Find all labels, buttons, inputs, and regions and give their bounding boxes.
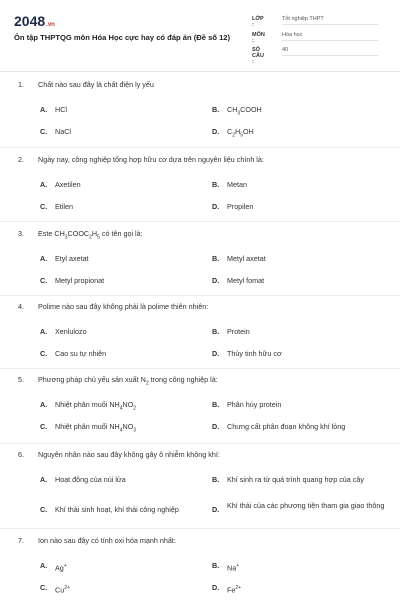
meta-value: Hóa học (282, 32, 378, 41)
option-text: Cao su tự nhiên (55, 349, 107, 358)
question-divider (0, 528, 400, 529)
question-number: 4. (18, 302, 24, 311)
option-text: Metyl fomat (227, 276, 265, 285)
question-text: Ngày nay, công nghiệp tổng hợp hữu cơ dựa trên nguyên liệu chính là: (38, 155, 264, 164)
option-letter: A. (40, 254, 48, 263)
question-text: Polime nào sau đây không phải là polime thiên nhiên: (38, 302, 209, 311)
option-letter: D. (212, 583, 220, 592)
question-text: Ion nào sau đây có tính oxi hóa mạnh nhất: (38, 536, 176, 545)
option-text: Nhiệt phân muối $NH_4NO_3$ (55, 422, 137, 434)
option-letter: C. (40, 505, 48, 514)
option-letter: B. (212, 180, 220, 189)
option-text: NaCl (55, 127, 71, 136)
option-text: HCl (55, 105, 67, 114)
option-text: Khí thải sinh hoạt, khí thải công nghiệp (55, 505, 179, 514)
option-text: Thủy tinh hữu cơ (227, 349, 282, 358)
option-letter: A. (40, 475, 48, 484)
option-text: Propilen (227, 202, 254, 211)
option-text: Nhiệt phân muối $NH_4NO_2$ (55, 400, 137, 412)
option-letter: A. (40, 105, 48, 114)
option-letter: C. (40, 422, 48, 431)
meta-value: Tốt nghiệp THPT (282, 16, 378, 25)
option-letter: B. (212, 105, 220, 114)
option-letter: C. (40, 127, 48, 136)
option-letter: A. (40, 400, 48, 409)
option-letter: D. (212, 505, 220, 514)
meta-value: 40 (282, 47, 378, 56)
logo-main: 2048 (14, 13, 46, 29)
option-text: Khí sinh ra từ quá trình quang hợp của cây (227, 475, 364, 484)
question-text: Chất nào sau đây là chất điện ly yếu (38, 80, 154, 89)
question-divider (0, 221, 400, 222)
option-text: Axetilen (55, 180, 81, 189)
option-text: Metyl axetat (227, 254, 266, 263)
question-number: 3. (18, 229, 24, 238)
option-letter: B. (212, 400, 220, 409)
logo-suffix: .vn (46, 22, 55, 28)
option-letter: A. (40, 561, 48, 570)
option-text: Na+ (227, 563, 240, 573)
question-divider (0, 443, 400, 444)
option-letter: A. (40, 327, 48, 336)
question-divider (0, 368, 400, 369)
option-text: $C_2H_5OH$ (227, 127, 254, 139)
question-divider (0, 295, 400, 296)
option-text: Chưng cất phân đoạn không khí lỏng (227, 422, 346, 431)
option-text: Hoạt động của núi lửa (55, 475, 126, 484)
question-text: Phương pháp chủ yếu sản xuất $N_2$ trong công nghiệp là: (38, 375, 218, 387)
option-letter: C. (40, 349, 48, 358)
site-logo[interactable] (14, 13, 55, 29)
meta-label: MÔN : (252, 32, 265, 44)
option-letter: B. (212, 254, 220, 263)
option-text: Ag+ (55, 563, 67, 573)
question-number: 1. (18, 80, 24, 89)
question-divider (0, 147, 400, 148)
option-letter: B. (212, 327, 220, 336)
option-text: Etilen (55, 202, 73, 211)
header (0, 0, 400, 70)
question-number: 2. (18, 155, 24, 164)
question-number: 6. (18, 450, 24, 459)
option-text: $Cu^{2+}$ (55, 585, 70, 595)
option-letter: B. (212, 475, 220, 484)
document-title: Ôn tập THPTQG môn Hóa Học cực hay có đáp án (Đề số 12) (14, 33, 231, 42)
option-text: $CH_3COOH$ (227, 105, 262, 117)
option-text: Metan (227, 180, 247, 189)
header-divider (0, 71, 400, 72)
meta-label: SỐ CÂU : (252, 47, 264, 65)
meta-label: LỚP : (252, 16, 264, 28)
option-letter: D. (212, 349, 220, 358)
option-letter: C. (40, 276, 48, 285)
question-number: 7. (18, 536, 24, 545)
option-text: Khí thải của các phương tiện tham gia giao thông (227, 501, 385, 510)
option-letter: C. (40, 202, 48, 211)
question-text: Nguyên nhân nào sau đây không gây ô nhiễm không khí: (38, 450, 220, 459)
option-letter: D. (212, 422, 220, 431)
option-text: Etyl axetat (55, 254, 89, 263)
option-letter: D. (212, 127, 220, 136)
question-number: 5. (18, 375, 24, 384)
option-letter: A. (40, 180, 48, 189)
option-letter: B. (212, 561, 220, 570)
option-letter: C. (40, 583, 48, 592)
question-text: Este $CH_3COOC_2H_5$ có tên gọi là: (38, 229, 143, 241)
option-text: Protein (227, 327, 250, 336)
option-letter: D. (212, 202, 220, 211)
option-letter: D. (212, 276, 220, 285)
option-text: Metyl propionat (55, 276, 105, 285)
option-text: Phân hủy protein (227, 400, 282, 409)
option-text: $Fe^{2+}$ (227, 585, 242, 595)
option-text: Xenlulozo (55, 327, 87, 336)
